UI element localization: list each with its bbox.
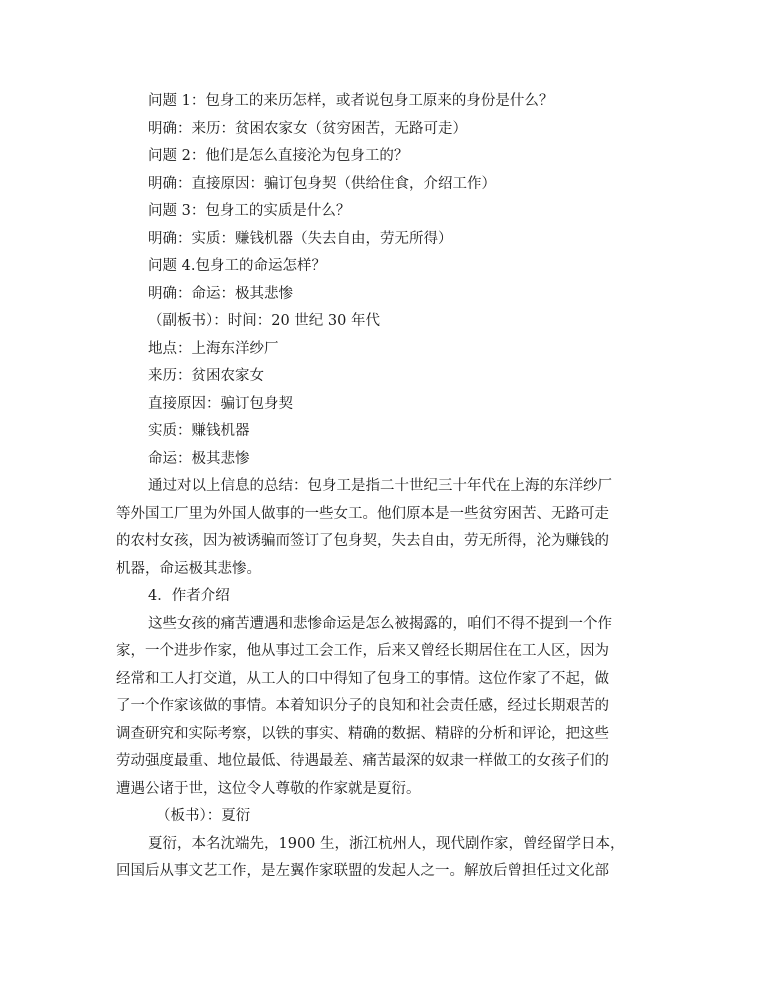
answer-2: 明确：直接原因：骗订包身契（供给住食，介绍工作） <box>148 175 496 192</box>
board-cause: 直接原因：骗订包身契 <box>148 395 293 412</box>
answer-1: 明确：来历：贫困农家女（贫穷困苦，无路可走） <box>148 120 467 137</box>
board-essence: 实质：赚钱机器 <box>148 423 250 439</box>
author-line: 经常和工人打交道，从工人的口中得知了包身工的事情。这位作家了不起，做 <box>116 670 609 687</box>
board-place: 地点：上海东洋纱厂 <box>148 340 279 357</box>
question-1: 问题 1：包身工的来历怎样，或者说包身工原来的身份是什么？ <box>148 93 554 109</box>
answer-4: 明确：命运：极其悲惨 <box>148 285 293 302</box>
author-line: 家，一个进步作家，他从事过工会工作，后来又曾经长期居住在工人区，因为 <box>116 643 609 659</box>
bio-line: 回国后从事文艺工作，是左翼作家联盟的发起人之一。解放后曾担任过文化部 <box>116 863 609 879</box>
summary-line: 的农村女孩，因为被诱骗而签订了包身契，失去自由，劳无所得，沦为赚钱的 <box>116 533 609 549</box>
author-line: 劳动强度最重、地位最低、待遇最差、痛苦最深的奴隶一样做工的女孩子们的 <box>116 753 609 769</box>
author-line: 这些女孩的痛苦遭遇和悲惨命运是怎么被揭露的，咱们不得不提到一个作 <box>148 615 612 632</box>
board-author: （板书）：夏衍 <box>156 808 251 824</box>
question-4: 问题 4.包身工的命运怎样？ <box>148 258 326 274</box>
board-origin: 来历：贫困农家女 <box>148 368 264 384</box>
summary-line: 机器，命运极其悲惨。 <box>116 560 261 577</box>
summary-paragraph <box>116 473 661 583</box>
document-page <box>116 88 661 886</box>
question-2: 问题 2：他们是怎么直接沦为包身工的？ <box>148 148 409 164</box>
answer-3: 明确：实质：赚钱机器（失去自由，劳无所得） <box>148 230 453 247</box>
section-heading: 4．作者介绍 <box>148 588 230 604</box>
author-line: 遭遇公诸于世，这位令人尊敬的作家就是夏衍。 <box>116 780 421 797</box>
summary-line: 等外国工厂里为外国人做事的一些女工。他们原本是一些贫穷困苦、无路可走 <box>116 505 609 522</box>
board-fate: 命运：极其悲惨 <box>148 450 250 467</box>
author-paragraph <box>116 611 661 804</box>
author-line: 调查研究和实际考察，以铁的事实、精确的数据、精辟的分析和评论，把这些 <box>116 725 609 742</box>
summary-line: 通过对以上信息的总结：包身工是指二十世纪三十年代在上海的东洋纱厂 <box>148 478 612 494</box>
bio-line: 夏衍，本名沈端先，1900 生，浙江杭州人，现代剧作家，曾经留学日本， <box>148 835 625 852</box>
bio-paragraph <box>116 831 661 886</box>
question-3: 问题 3：包身工的实质是什么？ <box>148 203 351 219</box>
author-line: 了一个作家该做的事情。本着知识分子的良知和社会责任感，经过长期艰苦的 <box>116 698 609 714</box>
board-time: （副板书）：时间：20 世纪 30 年代 <box>148 313 380 329</box>
